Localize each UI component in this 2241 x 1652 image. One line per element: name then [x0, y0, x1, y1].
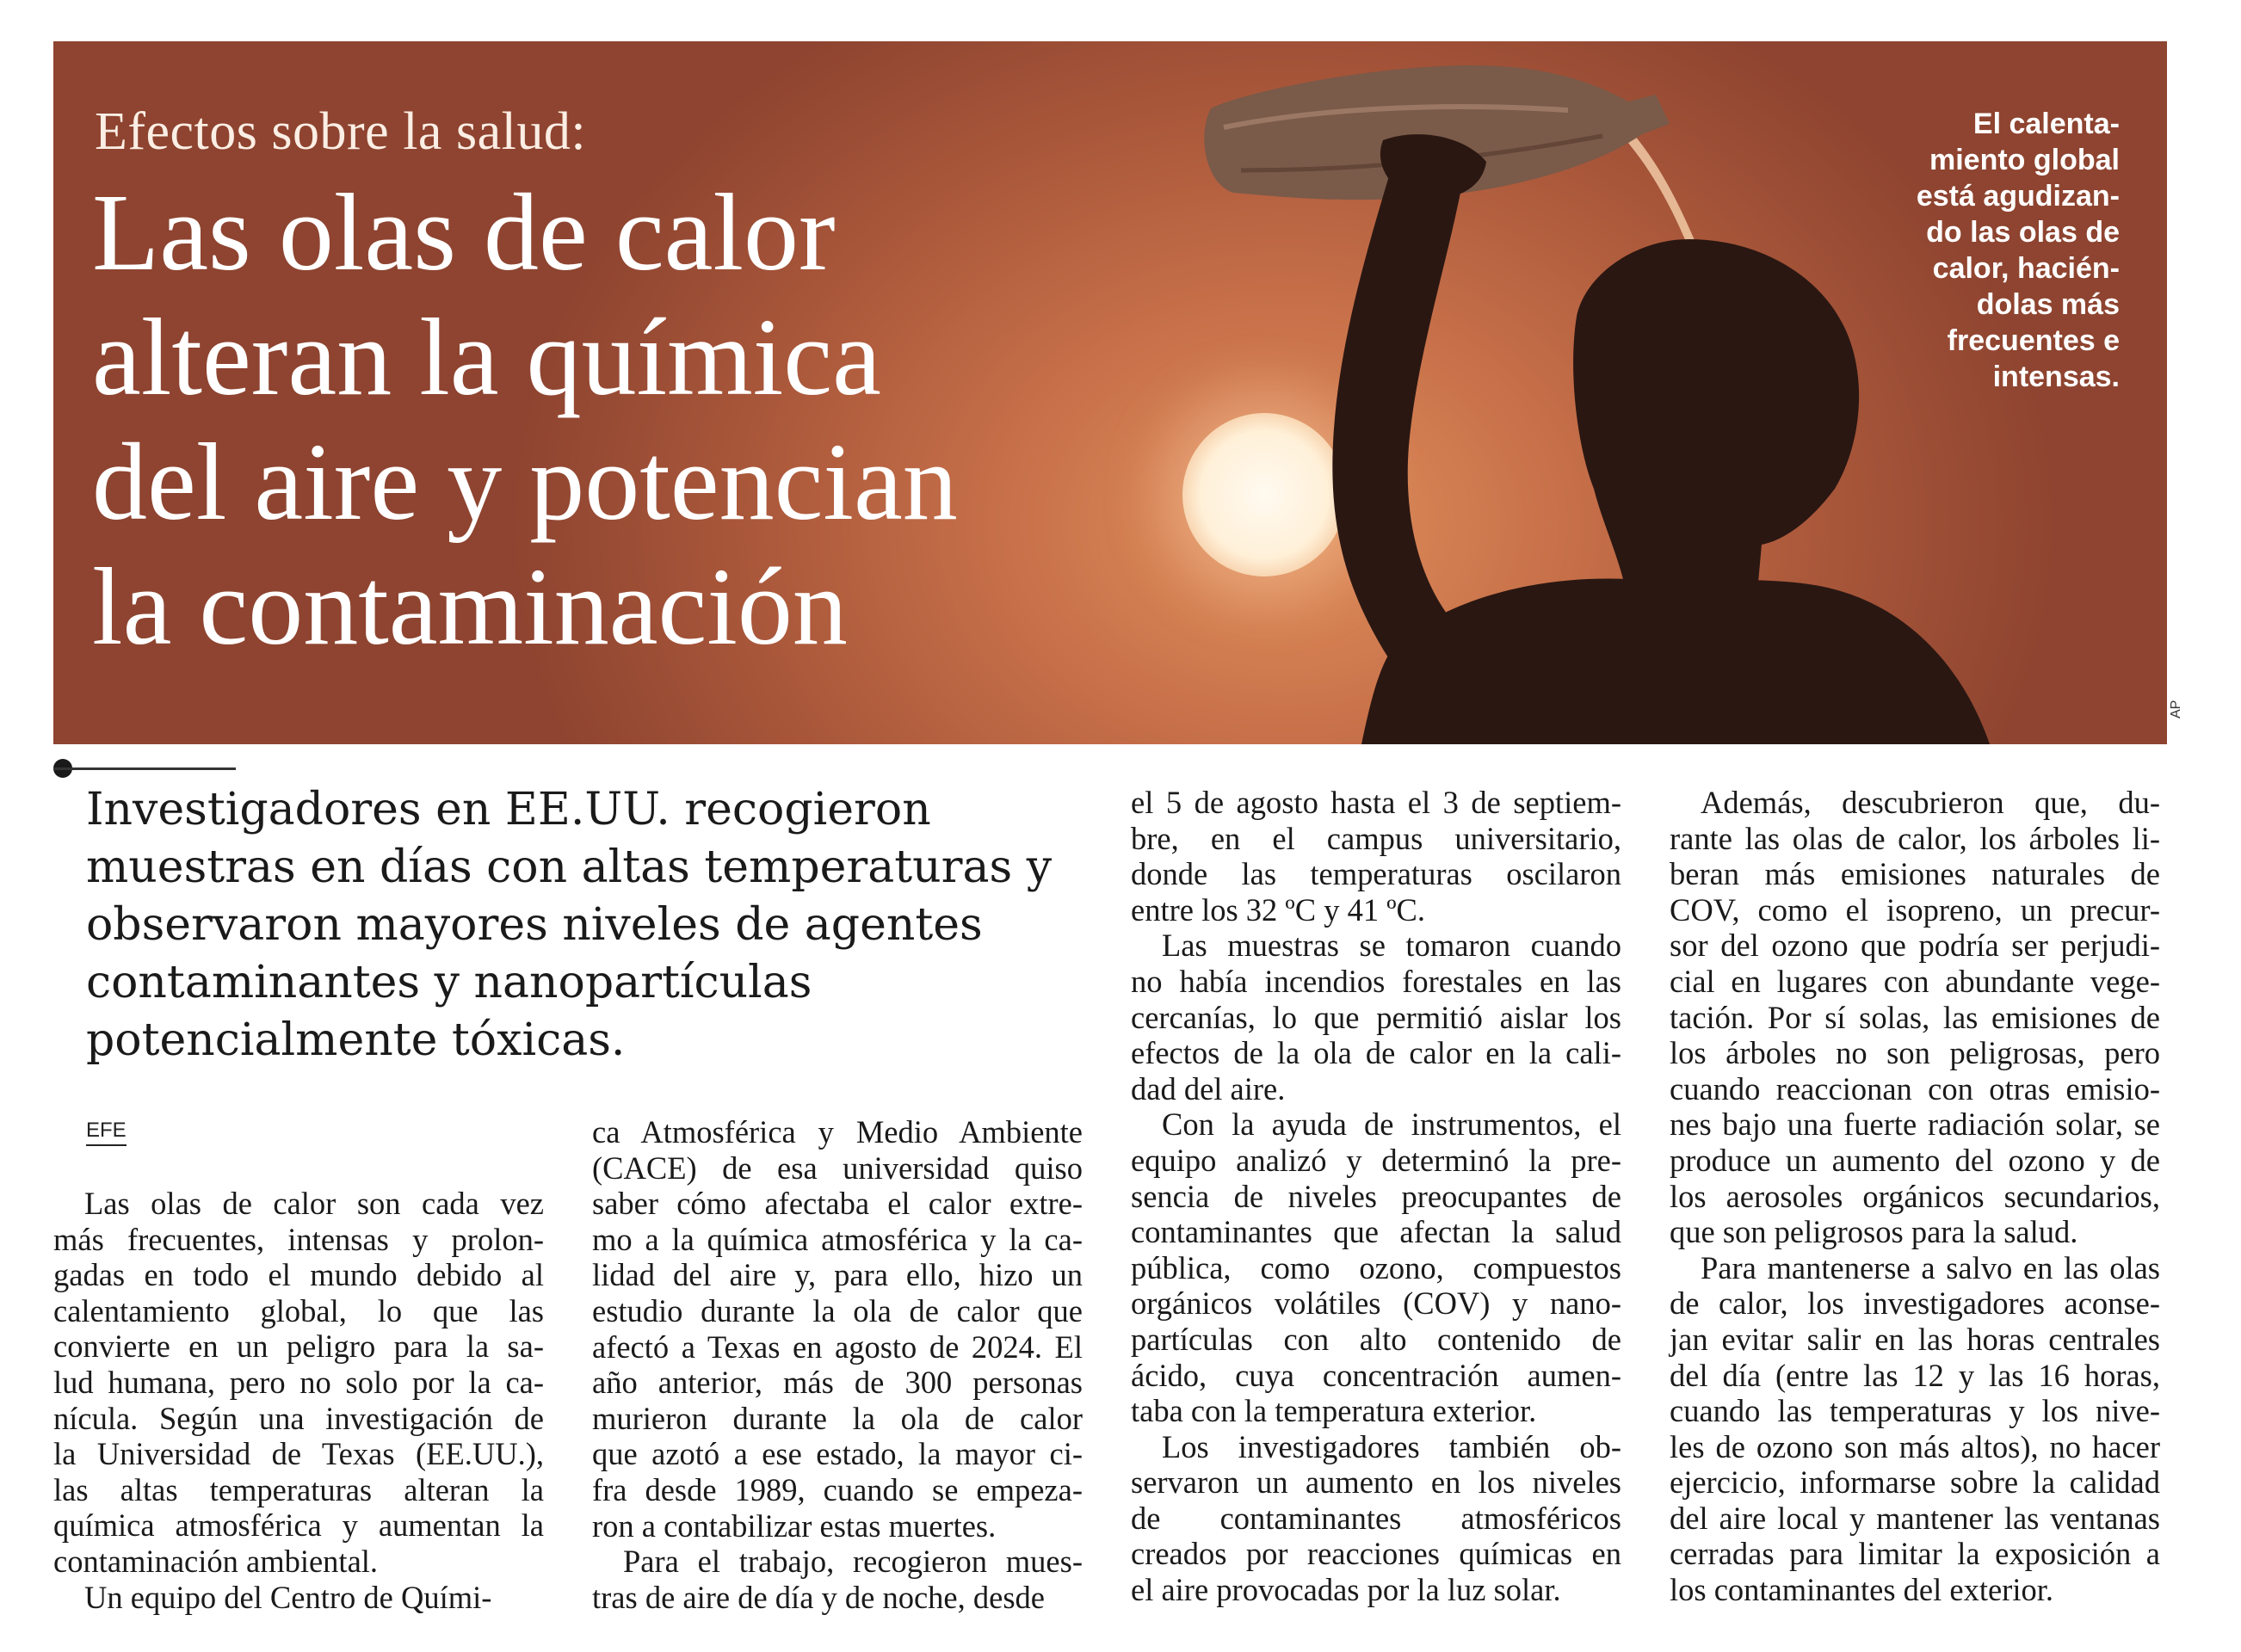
body-line: cuando las temperaturas y los nive-: [1670, 1393, 2160, 1429]
byline: EFE: [86, 1119, 127, 1146]
body-line: cerradas para limitar la exposición a: [1670, 1536, 2160, 1572]
deck-line: Investigadores en EE.UU. recogieron: [86, 784, 931, 835]
body-line: ron a contabilizar estas muertes.: [592, 1507, 997, 1544]
body-line: gadas en todo el mundo debido al: [53, 1257, 544, 1293]
body-line: bre, en el campus universitario,: [1131, 820, 1621, 856]
body-line: entre los 32 ºC y 41 ºC.: [1131, 891, 1425, 928]
deck-line: observaron mayores niveles de agentes: [86, 899, 983, 951]
body-line: les de ozono son más altos), no hacer: [1670, 1428, 2160, 1464]
body-line: mo a la química atmosférica y la ca-: [592, 1221, 1083, 1257]
caption-line: El calenta-: [1972, 108, 2120, 140]
body-line: Las olas de calor son cada vez: [84, 1186, 544, 1221]
body-line: Un equipo del Centro de Quími-: [84, 1579, 492, 1615]
body-line: año anterior, más de 300 personas: [592, 1365, 1083, 1401]
body-line: (CACE) de esa universidad quiso: [592, 1150, 1083, 1186]
headline: [92, 170, 1125, 669]
body-line: beran más emisiones naturales de: [1670, 856, 2160, 892]
body-line: orgánicos volátiles (COV) y nano-: [1131, 1285, 1621, 1322]
body-line: Además, descubrieron que, du-: [1701, 785, 2160, 820]
deck-line: potencialmente tóxicas.: [86, 1014, 626, 1066]
body-line: del aire local y mantener las ventanas: [1670, 1500, 2160, 1536]
body-line: murieron durante la ola de calor: [592, 1400, 1083, 1436]
deck-line: muestras en días con altas temperaturas y: [86, 841, 1053, 893]
body-line: tación. Por sí solas, las emisiones de: [1670, 999, 2160, 1035]
photo-caption: [1844, 106, 2120, 395]
caption-line: está agudizan-: [1916, 180, 2120, 213]
body-line: que son peligrosos para la salud.: [1670, 1214, 2078, 1250]
body-line: jan evitar salir en las horas centrales: [1670, 1321, 2160, 1357]
body-line: lidad del aire y, para ello, hizo un: [592, 1257, 1083, 1293]
headline-line: la contaminación: [92, 546, 848, 668]
body-line: cuando reaccionan con otras emisio-: [1670, 1070, 2160, 1106]
body-line: ejercicio, informarse sobre la calidad: [1670, 1464, 2160, 1501]
body-line: las altas temperaturas alteran la: [53, 1471, 544, 1507]
body-line: no había incendios forestales en las: [1131, 963, 1621, 999]
body-line: pública, como ozono, compuestos: [1131, 1249, 1621, 1285]
body-line: el aire provocadas por la luz solar.: [1131, 1572, 1561, 1608]
photo-credit: AP: [2169, 700, 2183, 718]
caption-line: intensas.: [1992, 361, 2120, 393]
body-line: estudio durante la ola de calor que: [592, 1292, 1083, 1328]
body-line: taba con la temperatura exterior.: [1131, 1393, 1537, 1429]
kicker: Efectos sobre la salud:: [95, 102, 587, 161]
body-line: fra desde 1989, cuando se empeza-: [592, 1471, 1083, 1507]
body-line: Con la ayuda de instrumentos, el: [1162, 1106, 1621, 1143]
body-column-2: [592, 1114, 1083, 1615]
body-line: del día (entre las 12 y las 16 horas,: [1670, 1357, 2160, 1393]
body-line: contaminantes que afectan la salud: [1131, 1214, 1621, 1250]
body-line: rante las olas de calor, los árboles li-: [1670, 820, 2160, 856]
body-line: Los investigadores también ob-: [1162, 1428, 1621, 1464]
body-line: Para mantenerse a salvo en las olas: [1701, 1249, 2160, 1285]
deck: [86, 781, 1076, 1069]
hero-photo: [53, 41, 2167, 744]
body-line: química atmosférica y aumentan la: [53, 1507, 544, 1544]
body-line: tras de aire de día y de noche, desde: [592, 1579, 1045, 1615]
body-line: lud humana, pero no solo por la ca-: [53, 1364, 544, 1400]
body-line: ácido, cuya concentración aumen-: [1131, 1357, 1621, 1393]
body-line: más frecuentes, intensas y prolon-: [53, 1221, 544, 1257]
body-line: los árboles no son peligrosas, pero: [1670, 1035, 2160, 1071]
caption-line: frecuentes e: [1947, 324, 2120, 357]
deck-rule: [53, 767, 236, 770]
body-line: COV, como el isopreno, un precur-: [1670, 891, 2160, 928]
body-line: cial en lugares con abundante vege-: [1670, 963, 2160, 999]
body-line: los contaminantes del exterior.: [1670, 1572, 2053, 1608]
caption-line: calor, hacién-: [1932, 252, 2120, 285]
body-column-3: [1131, 785, 1621, 1608]
body-line: los aerosoles orgánicos secundarios,: [1670, 1178, 2160, 1214]
body-line: servaron un aumento en los niveles: [1131, 1464, 1621, 1501]
body-line: donde las temperaturas oscilaron: [1131, 856, 1621, 892]
body-line: creados por reacciones químicas en: [1131, 1536, 1621, 1572]
body-line: ca Atmosférica y Medio Ambiente: [592, 1114, 1083, 1150]
body-line: calentamiento global, lo que las: [53, 1292, 544, 1328]
body-line: efectos de la ola de calor en la cali-: [1131, 1035, 1621, 1071]
body-line: convierte en un peligro para la sa-: [53, 1328, 544, 1365]
body-line: la Universidad de Texas (EE.UU.),: [53, 1436, 544, 1472]
body-line: nícula. Según una investigación de: [53, 1400, 544, 1436]
body-line: sor del ozono que podría ser perjudi-: [1670, 928, 2160, 964]
caption-line: miento global: [1929, 144, 2120, 176]
body-line: saber cómo afectaba el calor extre-: [592, 1186, 1083, 1222]
caption-line: do las olas de: [1926, 216, 2120, 249]
body-line: dad del aire.: [1131, 1070, 1286, 1106]
body-line: sencia de niveles preocupantes de: [1131, 1178, 1621, 1214]
body-line: Las muestras se tomaron cuando: [1162, 928, 1621, 964]
body-line: partículas con alto contenido de: [1131, 1321, 1621, 1357]
body-line: el 5 de agosto hasta el 3 de septiem-: [1131, 785, 1621, 820]
body-line: de calor, los investigadores aconse-: [1670, 1285, 2160, 1322]
deck-line: contaminantes y nanopartículas: [86, 957, 812, 1008]
body-line: cercanías, lo que permitió aislar los: [1131, 999, 1621, 1035]
body-line: contaminación ambiental.: [53, 1543, 379, 1579]
body-line: de contaminantes atmosféricos: [1131, 1500, 1621, 1536]
body-line: nes bajo una fuerte radiación solar, se: [1670, 1106, 2160, 1143]
body-line: Para el trabajo, recogieron mues-: [623, 1544, 1083, 1580]
caption-line: dolas más: [1976, 288, 2120, 321]
body-column-1: [53, 1186, 544, 1615]
body-line: produce un aumento del ozono y de: [1670, 1142, 2160, 1178]
headline-line: alteran la química: [92, 296, 881, 418]
headline-line: Las olas de calor: [92, 171, 836, 293]
body-line: que azotó a ese estado, la mayor ci-: [592, 1436, 1083, 1472]
body-line: equipo analizó y determinó la pre-: [1131, 1142, 1621, 1178]
headline-line: del aire y potencian: [92, 421, 958, 543]
body-line: afectó a Texas en agosto de 2024. El: [592, 1328, 1083, 1365]
body-column-4: [1670, 785, 2160, 1608]
